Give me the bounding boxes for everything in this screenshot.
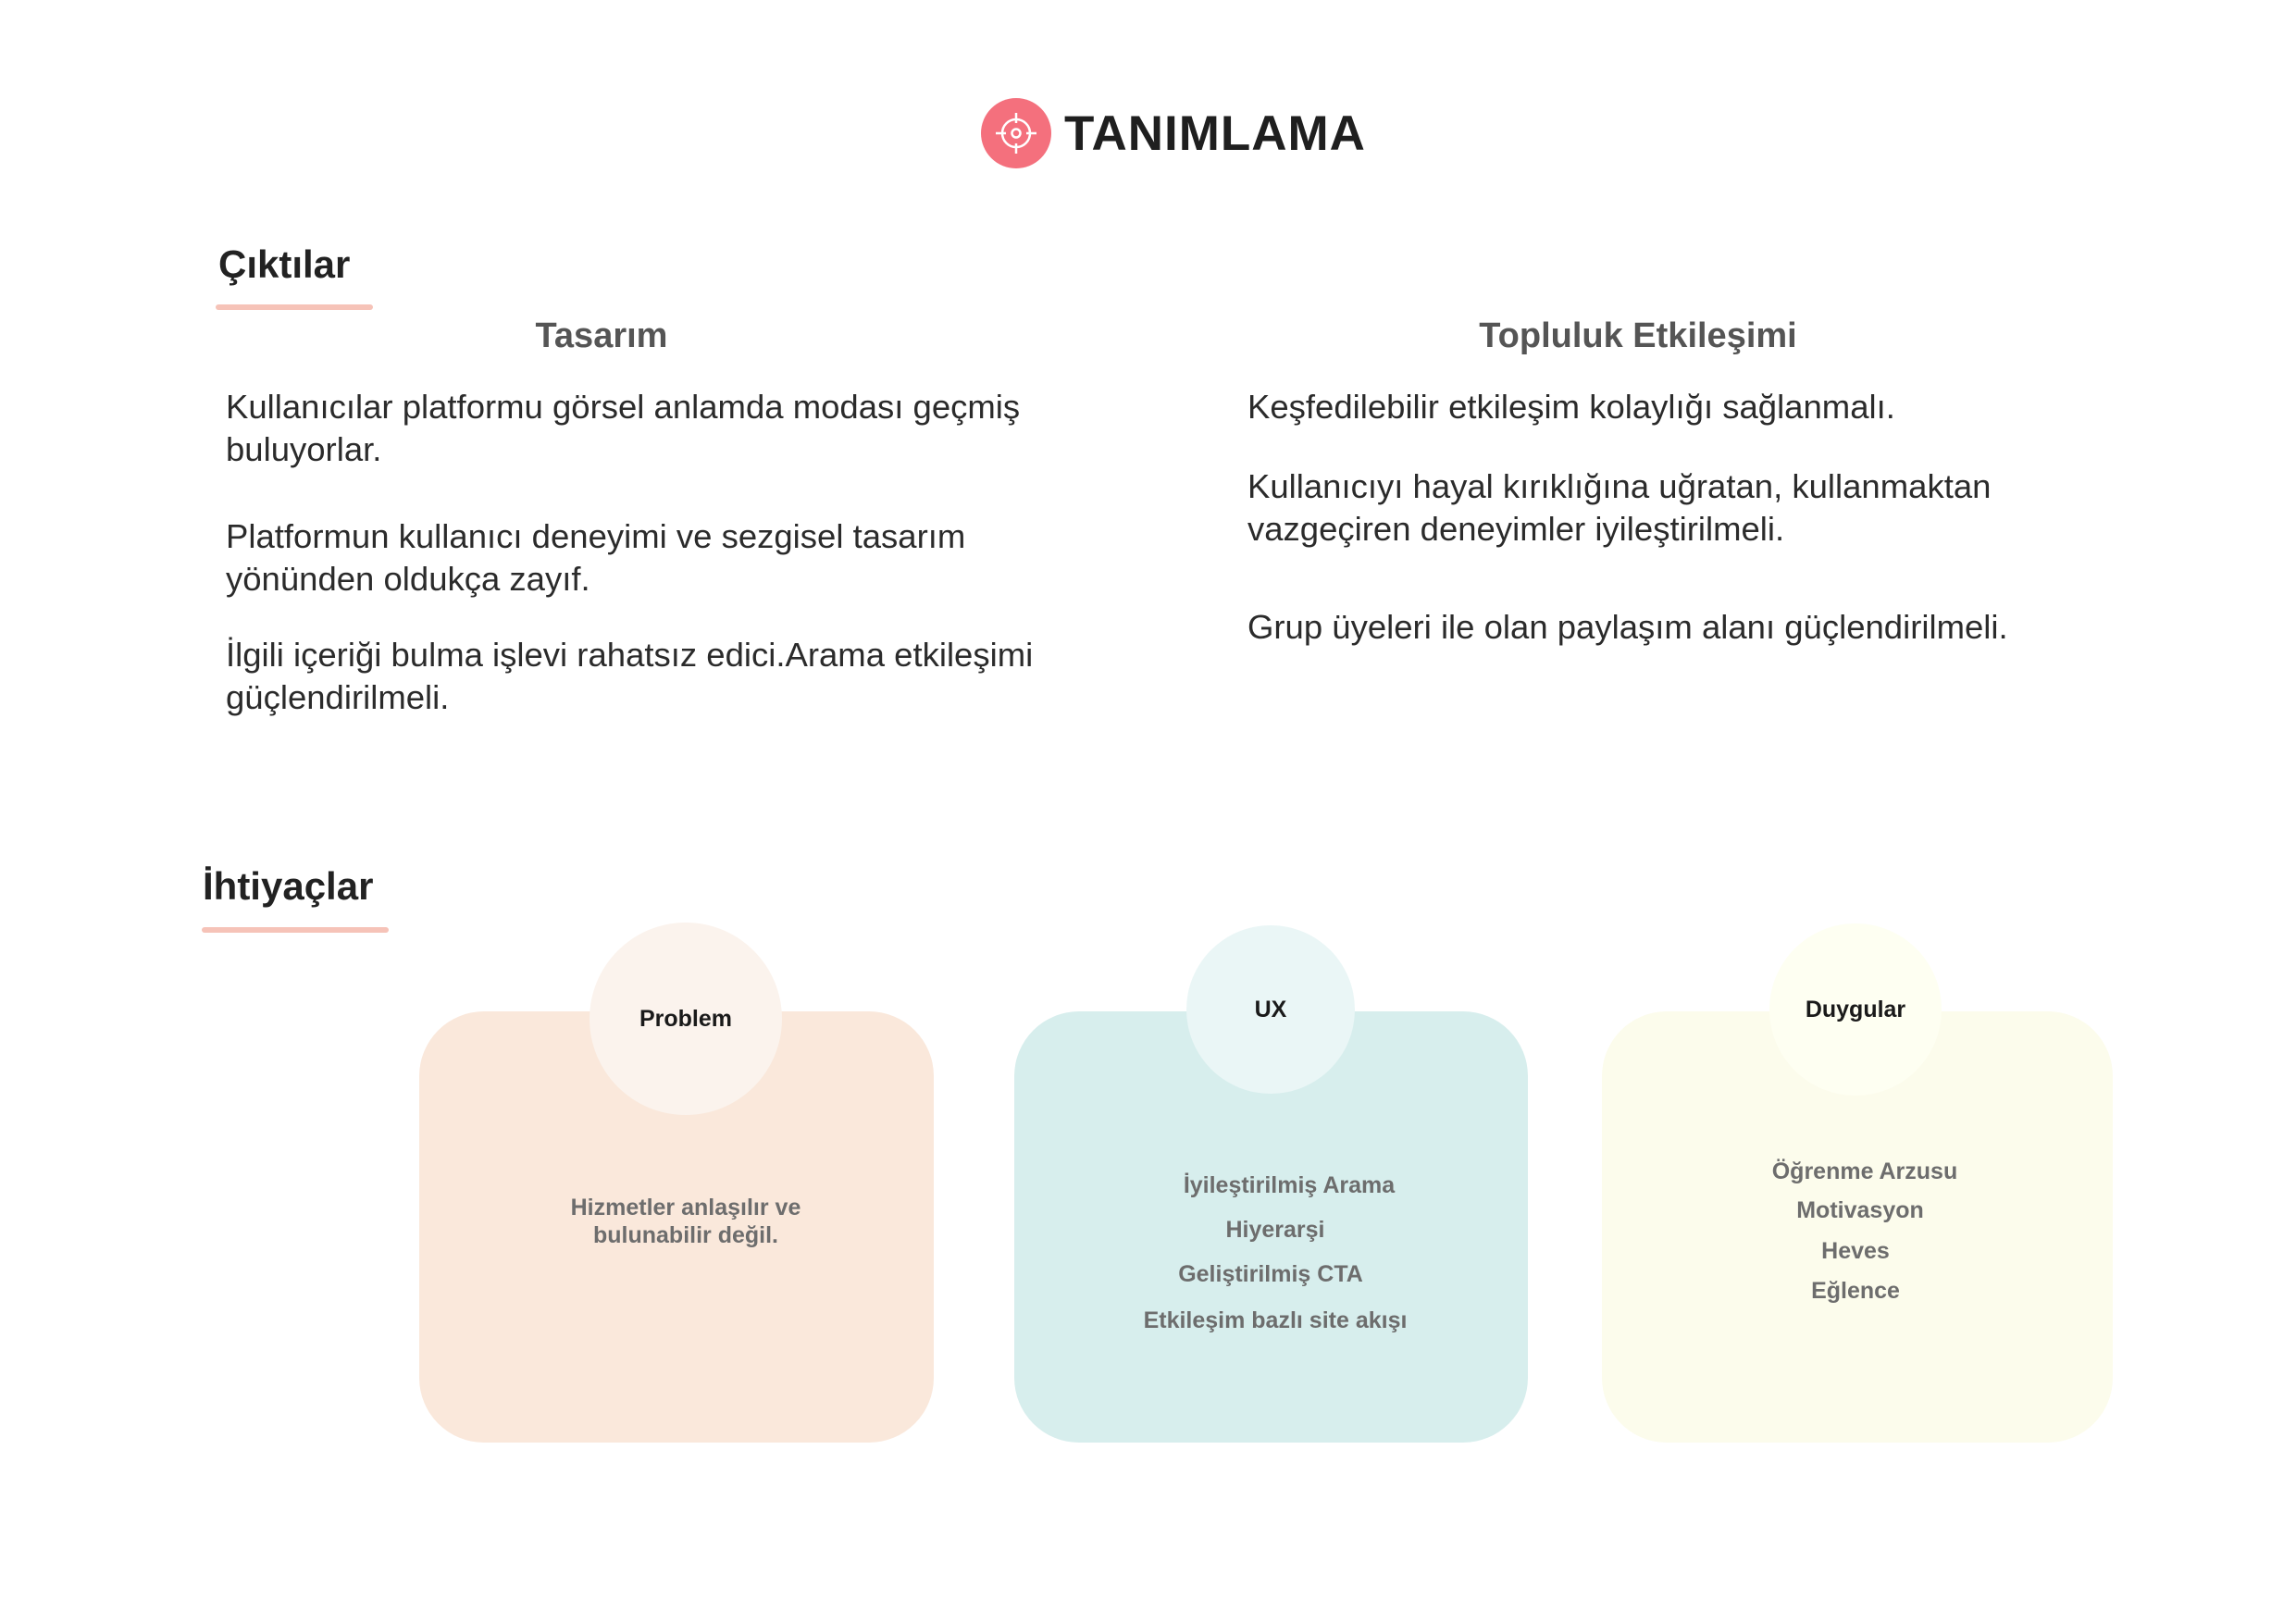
problem-item: bulunabilir değil. <box>593 1222 778 1248</box>
emotions-item: Eğlence <box>1811 1278 1900 1304</box>
ux-text <box>1081 1171 1470 1334</box>
ux-item: Etkileşim bazlı site akışı <box>1143 1307 1408 1333</box>
problem-label: Problem <box>639 1005 733 1032</box>
needs-title: İhtiyaçlar <box>203 864 374 908</box>
emotions-item: Motivasyon <box>1796 1197 1924 1223</box>
problem-text <box>491 1194 880 1249</box>
page-title: TANIMLAMA <box>1064 105 1366 161</box>
problem-item: Hizmetler anlaşılır ve <box>570 1195 801 1220</box>
design-paragraph: Kullanıcılar platformu görsel anlamda modası geçmiş buluyorlar. <box>226 388 1021 468</box>
community-paragraph: Kullanıcıyı hayal kırıklığına uğratan, kullanmaktan vazgeçiren deneyimler iyileştirilmeli. <box>1247 467 1992 548</box>
page-header <box>981 96 1366 170</box>
emotions-bubble <box>1769 923 1942 1096</box>
outputs-underline <box>216 304 373 310</box>
ux-item: Geliştirilmiş CTA <box>1178 1261 1363 1287</box>
target-icon <box>981 98 1051 168</box>
design-paragraph: Platformun kullanıcı deneyimi ve sezgisel tasarım yönünden oldukça zayıf. <box>226 517 966 598</box>
emotions-item: Öğrenme Arzusu <box>1771 1158 1958 1184</box>
community-paragraph: Keşfedilebilir etkileşim kolaylığı sağlanmalı. <box>1247 388 1895 426</box>
ux-item: Hiyerarşi <box>1225 1217 1325 1243</box>
problem-bubble <box>590 923 782 1115</box>
needs-underline <box>202 927 389 933</box>
ux-label: UX <box>1254 996 1287 1022</box>
design-paragraph: İlgili içeriği bulma işlevi rahatsız edici.Arama etkileşimi güçlendirilmeli. <box>226 636 1034 716</box>
emotions-text <box>1666 1158 2054 1305</box>
emotions-item: Heves <box>1821 1238 1890 1264</box>
ux-item: İyileştirilmiş Arama <box>1183 1172 1396 1198</box>
emotions-label: Duygular <box>1805 996 1906 1022</box>
community-heading: Topluluk Etkileşimi <box>1479 316 1797 355</box>
design-heading: Tasarım <box>535 316 668 355</box>
community-paragraph: Grup üyeleri ile olan paylaşım alanı güçlendirilmeli. <box>1247 608 2008 646</box>
ux-bubble <box>1186 925 1355 1094</box>
outputs-title: Çıktılar <box>218 242 351 286</box>
